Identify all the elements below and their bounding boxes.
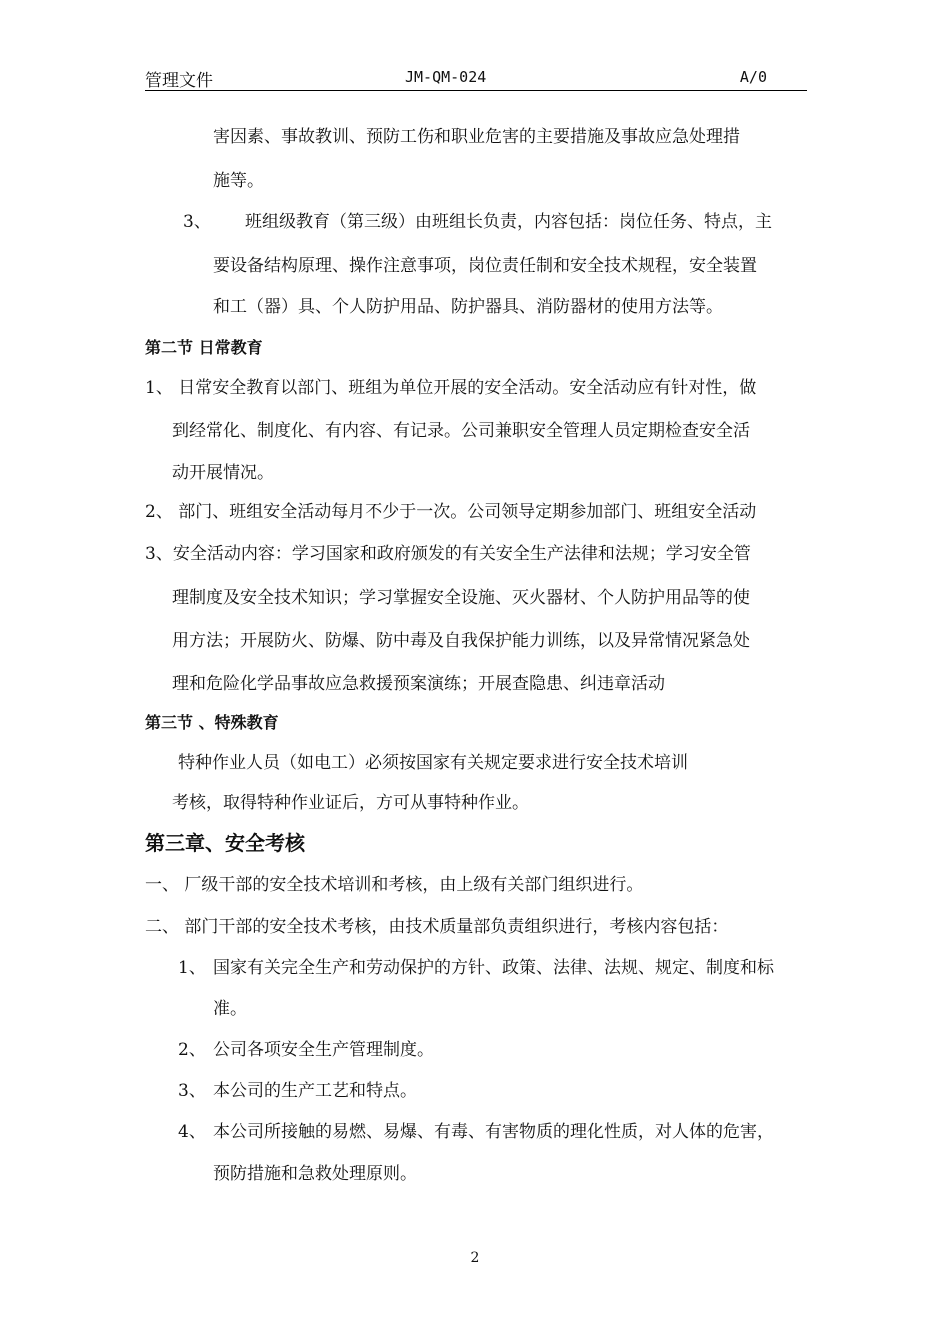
list-number: 1、 <box>178 958 206 978</box>
paragraph-line: 本公司所接触的易燃、易爆、有毒、有害物质的理化性质，对人体的危害， <box>213 1122 774 1142</box>
paragraph-line: 考核，取得特种作业证后，方可从事特种作业。 <box>172 793 529 813</box>
paragraph-line: 害因素、事故教训、预防工伤和职业危害的主要措施及事故应急处理措 <box>213 127 740 147</box>
chapter-title: 第三章、安全考核 <box>145 831 305 855</box>
paragraph-line: 施等。 <box>213 171 264 191</box>
paragraph-line: 准。 <box>213 999 247 1019</box>
header-doc-type: 管理文件 <box>145 71 213 91</box>
paragraph-line: 2、 部门、班组安全活动每月不少于一次。公司领导定期参加部门、班组安全活动 <box>145 502 757 522</box>
section-title: 第二节 日常教育 <box>145 338 263 357</box>
paragraph-line: 二、 部门干部的安全技术考核，由技术质量部负责组织进行，考核内容包括： <box>145 917 729 937</box>
paragraph-line: 班组级教育（第三级）由班组长负责，内容包括：岗位任务、特点，主 <box>245 212 772 232</box>
header-revision: A/0 <box>739 68 767 86</box>
header-doc-code: JM-QM-024 <box>405 68 487 86</box>
paragraph-line: 国家有关完全生产和劳动保护的方针、政策、法律、法规、规定、制度和标 <box>213 958 774 978</box>
paragraph-line: 公司各项安全生产管理制度。 <box>213 1040 434 1060</box>
list-number: 3、 <box>183 212 211 232</box>
page-header <box>145 66 807 91</box>
paragraph-line: 3、安全活动内容：学习国家和政府颁发的有关安全生产法律和法规；学习安全管 <box>145 544 751 564</box>
list-number: 4、 <box>178 1122 206 1142</box>
paragraph-line: 要设备结构原理、操作注意事项，岗位责任制和安全技术规程，安全装置 <box>213 256 757 276</box>
paragraph-line: 动开展情况。 <box>172 463 274 483</box>
page-number: 2 <box>470 1250 480 1266</box>
paragraph-line: 理制度及安全技术知识；学习掌握安全设施、灭火器材、个人防护用品等的使 <box>172 588 750 608</box>
paragraph-line: 特种作业人员（如电工）必须按国家有关规定要求进行安全技术培训 <box>178 753 688 773</box>
paragraph-line: 用方法；开展防火、防爆、防中毒及自我保护能力训练，以及异常情况紧急处 <box>172 631 750 651</box>
paragraph-line: 到经常化、制度化、有内容、有记录。公司兼职安全管理人员定期检查安全活 <box>172 421 750 441</box>
paragraph-line: 1、 日常安全教育以部门、班组为单位开展的安全活动。安全活动应有针对性，做 <box>145 378 757 398</box>
paragraph-line: 一、 厂级干部的安全技术培训和考核，由上级有关部门组织进行。 <box>145 875 644 895</box>
section-title: 第三节 、特殊教育 <box>145 713 279 732</box>
paragraph-line: 预防措施和急救处理原则。 <box>213 1164 417 1184</box>
paragraph-line: 理和危险化学品事故应急救援预案演练；开展查隐患、纠违章活动 <box>172 674 665 694</box>
list-number: 3、 <box>178 1081 206 1101</box>
list-number: 2、 <box>178 1040 206 1060</box>
paragraph-line: 本公司的生产工艺和特点。 <box>213 1081 417 1101</box>
paragraph-line: 和工（器）具、个人防护用品、防护器具、消防器材的使用方法等。 <box>213 297 723 317</box>
